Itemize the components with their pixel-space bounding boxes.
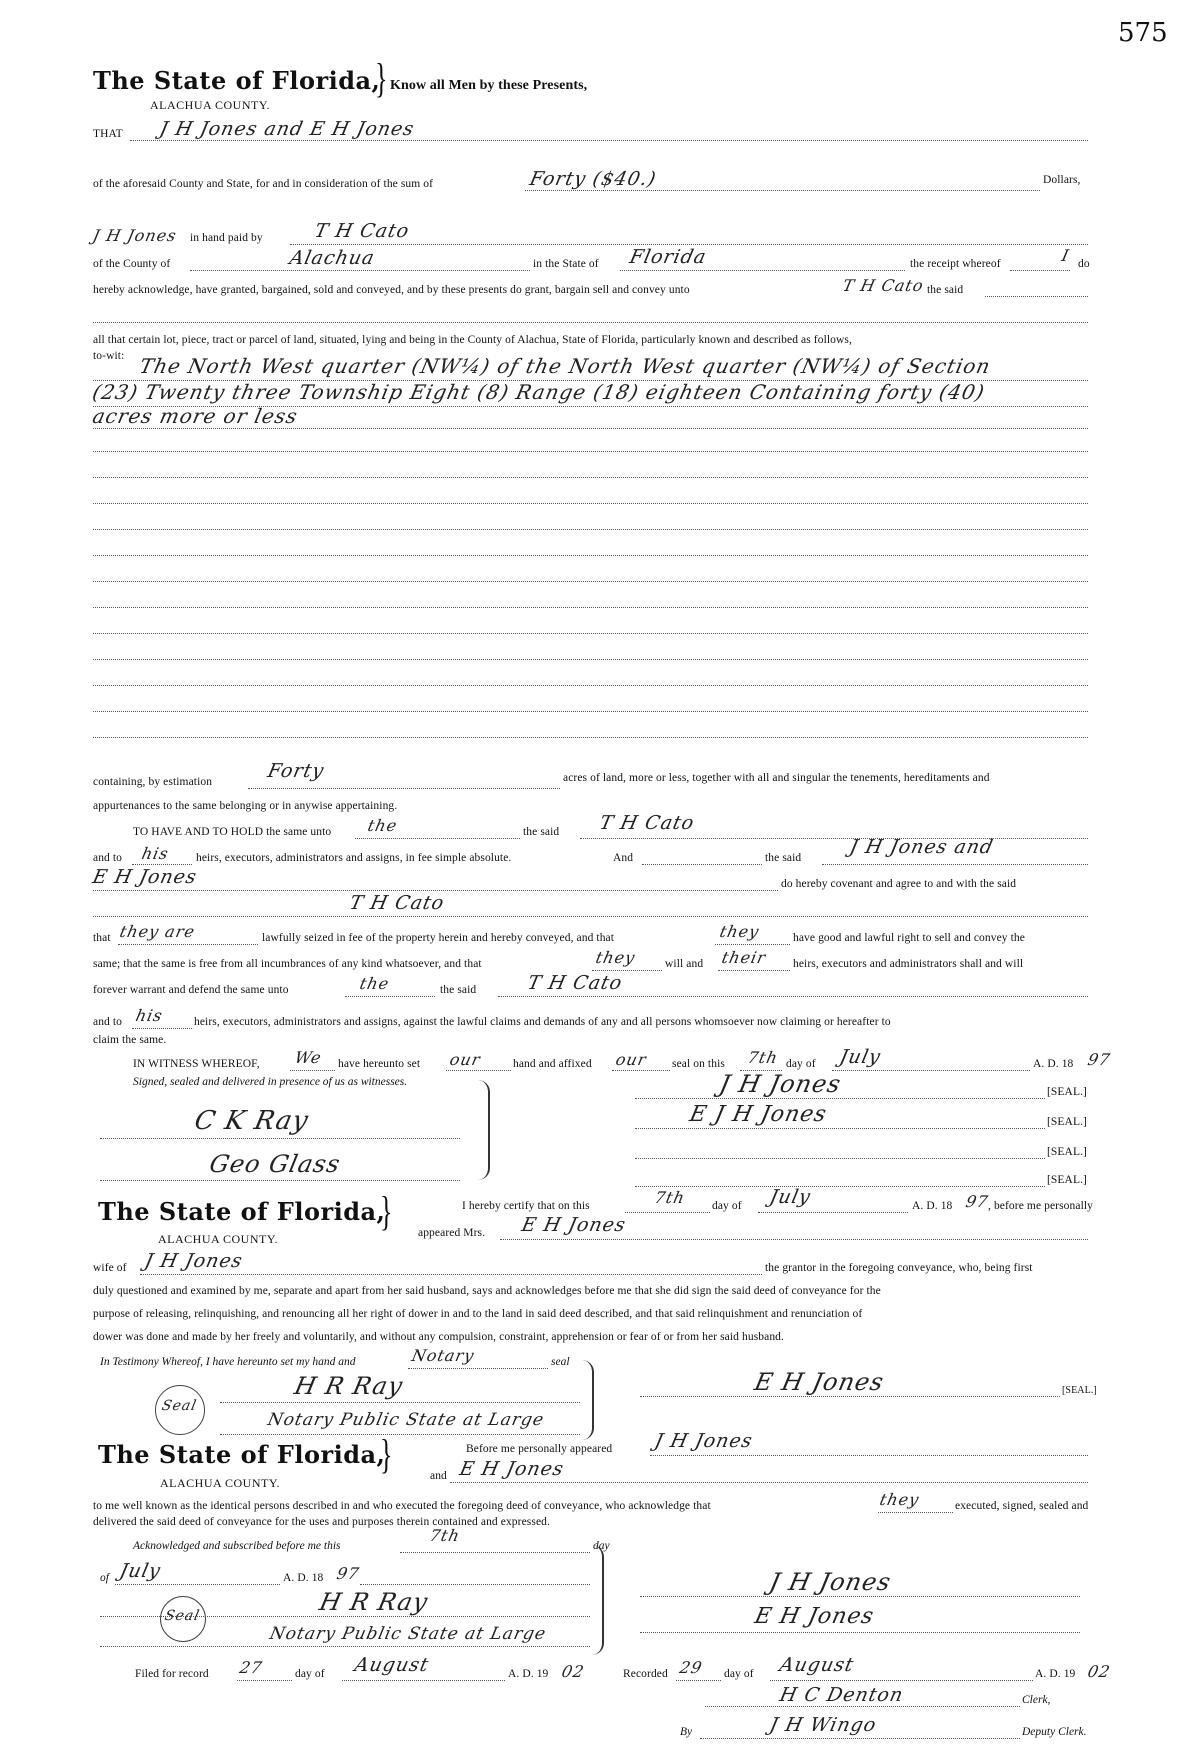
county-hand: Alachua (287, 247, 377, 269)
claim-text: claim the same. (93, 1034, 167, 1046)
heirs-exec-text: heirs, executors and administrators shall and will (793, 958, 1024, 970)
grantor-hand-2b: E H Jones (90, 866, 200, 888)
rec-day-hand: 29 (677, 1658, 705, 1677)
to-hand: J H Jones (90, 226, 179, 245)
the-said-label: the said (927, 284, 964, 296)
payer-line (290, 244, 1088, 245)
cert2-day-hand: 7th (427, 1526, 462, 1545)
cert1-husband-hand: J H Jones (142, 1250, 245, 1272)
cert2-sig-1: J H Jones (767, 1568, 894, 1596)
in-hand-paid-label: in hand paid by (190, 232, 263, 244)
state-hand: Florida (627, 246, 709, 268)
cert1-notary-sig-line (220, 1402, 580, 1403)
his-hand-2: his (133, 1006, 165, 1025)
our-line (446, 1070, 511, 1071)
deputy-line (700, 1738, 1020, 1739)
our-hand-2: our (613, 1050, 649, 1069)
cert2-person-1-line (650, 1455, 1088, 1456)
cert2-sig-line-2 (640, 1632, 1080, 1633)
cert2-of: of (100, 1572, 109, 1584)
that-line (130, 140, 1088, 141)
cert1-mrs-line (500, 1239, 1088, 1240)
know-all-men: Know all Men by these Presents, (390, 78, 588, 93)
same-free-text: same; that the same is free from all incumbrances of any kind whatsoever, and that (93, 958, 482, 970)
hand-affixed-label: hand and affixed (513, 1058, 592, 1070)
cert1-ad: A. D. 18 (912, 1200, 953, 1212)
seal-label-2: [SEAL.] (1047, 1116, 1087, 1128)
cert1-notary-line (408, 1368, 548, 1369)
that-2-label: that (93, 932, 111, 944)
filed-month-line (342, 1680, 505, 1681)
sig-line-2 (635, 1128, 1045, 1129)
our-hand: our (447, 1050, 483, 1069)
acknowledge-line: hereby acknowledge, have granted, bargained, sold and conveyed, and by these presents do grant, bargain sell and convey unto (93, 284, 690, 296)
they-line-2 (592, 970, 662, 971)
cert1-notary-sig: H R Ray (292, 1372, 406, 1400)
receipt-label: the receipt whereof (910, 258, 1001, 270)
cato-line-3 (498, 996, 1088, 997)
clerk-line (705, 1706, 1020, 1707)
heirs-text: heirs, executors, administrators and assigns, in fee simple absolute. (196, 852, 512, 864)
cert1-notary-hand: Notary (409, 1346, 477, 1365)
cert1-line-2: purpose of releasing, relinquishing, and renouncing all her right of dower in and to the land in said deed described, and that said relinquishment and renunciation of (93, 1308, 863, 1320)
they-hand: they (717, 922, 762, 941)
acres-line (248, 788, 560, 789)
county-label: ALACHUA COUNTY. (150, 98, 270, 112)
blank-desc-line (93, 737, 1088, 738)
filed-day-hand: 27 (237, 1658, 265, 1677)
cert2-brace: } (380, 1431, 393, 1478)
cert2-line-1: to me well known as the identical persons described in and who executed the foregoing deed of conveyance, who acknowledge that (93, 1500, 711, 1512)
grantor-hand-2a: J H Jones and (847, 836, 996, 858)
cert1-line-1: duly questioned and examined by me, separate and apart from her said husband, says and acknowledges before me that she did sign the said deed of conveyance for the (93, 1285, 881, 1297)
cert2-sig-line-1 (640, 1596, 1080, 1597)
and-to-label: and to (93, 852, 123, 864)
cert1-hereby: I hereby certify that on this (462, 1200, 590, 1212)
blank-desc-line (93, 711, 1088, 712)
blank-desc-line (93, 659, 1088, 660)
description-line-1: The North West quarter (NW¼) of the North West quarter (NW¼) of Section (137, 354, 994, 378)
they-are-line (118, 944, 258, 945)
cert1-state-heading: The State of Florida, (98, 1197, 386, 1226)
cert1-year-hand: 97 (963, 1192, 991, 1211)
sig-line-4 (635, 1186, 1045, 1187)
cert1-wife-of: wife of (93, 1262, 127, 1274)
receipt-hand: I (1059, 246, 1072, 265)
cert2-day-line (400, 1552, 590, 1553)
blank-desc-line (93, 451, 1088, 452)
acres-hand: Forty (265, 760, 327, 782)
cert1-bracket (582, 1360, 594, 1440)
and-label: And (613, 852, 634, 864)
heirs-lawful-text: heirs, executors, administrators and assigns, against the lawful claims and demands of any and all persons whomsoever now claiming or hereafter to (194, 1016, 891, 1028)
witness-line-1 (100, 1138, 460, 1139)
rec-year-hand: 02 (1085, 1662, 1113, 1681)
witness-line-2 (100, 1180, 460, 1181)
appurtenances-line: appurtenances to the same belonging or in anywise appertaining. (93, 800, 398, 812)
they-are-hand: they are (117, 922, 198, 941)
cert2-line-2: delivered the said deed of conveyance for the uses and purposes therein contained and expressed. (93, 1516, 550, 1528)
recorded-label: Recorded (623, 1668, 668, 1680)
his-hand: his (139, 844, 171, 863)
cert2-notary-title-line (100, 1646, 590, 1647)
clerk-sig: H C Denton (777, 1684, 906, 1706)
filed-day-line (237, 1680, 292, 1681)
cert2-month-hand: July (117, 1560, 164, 1582)
cert2-seal-label: Seal (163, 1608, 202, 1624)
cert1-husband-line (140, 1274, 762, 1275)
in-witness-label: IN WITNESS WHEREOF, (133, 1058, 260, 1070)
witness-1-sig: C K Ray (191, 1106, 312, 1136)
day-of-label: day of (786, 1058, 816, 1070)
signed-sealed-text: Signed, sealed and delivered in presence of us as witnesses. (133, 1076, 408, 1088)
description-line-3: acres more or less (90, 404, 301, 428)
rec-ad: A. D. 19 (1035, 1668, 1076, 1680)
grantor-sig-2: E J H Jones (687, 1102, 830, 1127)
have-hand-1: the (365, 816, 400, 835)
cert1-notary-title: Notary Public State at Large (265, 1410, 547, 1430)
they-hand-2: they (593, 948, 638, 967)
cert2-year-hand: 97 (334, 1564, 362, 1583)
seal-label-1: [SEAL.] (1047, 1086, 1087, 1098)
cert1-county: ALACHUA COUNTY. (158, 1232, 278, 1246)
grantor-sig-1: J H Jones (717, 1070, 844, 1098)
containing-label: containing, by estimation (93, 776, 213, 788)
county-line (190, 270, 530, 271)
grantors-hand: J H Jones and E H Jones (157, 118, 417, 140)
rec-month-hand: August (777, 1654, 857, 1676)
cert2-person-2-line (450, 1482, 1088, 1483)
the-line (345, 996, 435, 997)
their-hand: their (719, 948, 768, 967)
cert1-wife-sig: E H Jones (752, 1368, 887, 1396)
the-hand: the (357, 974, 392, 993)
said-3-label: the said (440, 984, 477, 996)
rec-day-line (676, 1680, 721, 1681)
covenant-text: do hereby covenant and agree to and with the said (781, 878, 1017, 890)
blank-desc-line (93, 685, 1088, 686)
cert1-month-line (758, 1212, 908, 1213)
all-certain-line: all that certain lot, piece, tract or parcel of land, situated, lying and being in the County of Alachua, State of Florida, particularly known and described as follows, (93, 334, 852, 346)
witness-bracket (478, 1080, 490, 1180)
and-line (642, 864, 762, 865)
cert1-wife-sig-line (640, 1396, 1060, 1397)
cert2-notary-sig: H R Ray (317, 1588, 431, 1616)
cert2-person-2: E H Jones (457, 1458, 567, 1480)
covenant-line (93, 916, 1088, 917)
by-label: By (680, 1726, 693, 1738)
cert2-they-hand: they (877, 1490, 922, 1509)
month-hand: July (837, 1046, 884, 1068)
description-line-2: (23) Twenty three Township Eight (8) Range (18) eighteen Containing forty (40) (90, 380, 988, 404)
desc-dotline-3 (93, 428, 1088, 429)
cert2-sig-2: E H Jones (752, 1604, 877, 1629)
deputy-label: Deputy Clerk. (1022, 1726, 1087, 1738)
have-hereunto-label: have hereunto set (338, 1058, 421, 1070)
acres-text: acres of land, more or less, together with all and singular the tenements, hereditaments and (563, 772, 990, 784)
blank-desc-line (93, 477, 1088, 478)
cert1-mrs-hand: E H Jones (519, 1214, 629, 1236)
to-have-label: TO HAVE AND TO HOLD the same unto (133, 826, 332, 838)
sum-line (525, 190, 1040, 191)
said-2-label: the said (765, 852, 802, 864)
cert1-day-of: day of (712, 1200, 742, 1212)
and-to-2-label: and to (93, 1016, 123, 1028)
cert2-year-line (360, 1584, 590, 1585)
they-line (715, 944, 790, 945)
our-line-2 (612, 1070, 670, 1071)
cert1-month-hand: July (767, 1186, 814, 1208)
cert1-brace: } (380, 1188, 393, 1235)
cert2-ad: A. D. 18 (283, 1572, 324, 1584)
cert2-notary-sig-line (100, 1616, 590, 1617)
cert1-grantor: the grantor in the foregoing conveyance, who, being first (765, 1262, 1033, 1274)
state-line (620, 270, 905, 271)
cert2-before-me: Before me personally appeared (466, 1443, 613, 1455)
blank-desc-line (93, 633, 1088, 634)
cert2-notary-title: Notary Public State at Large (267, 1624, 549, 1644)
deputy-sig: J H Wingo (767, 1714, 879, 1736)
blank-line-1 (93, 322, 1088, 323)
lawfully-text: lawfully seized in fee of the property herein and hereby conveyed, and that (262, 932, 615, 944)
cert2-they-line (878, 1512, 953, 1513)
to-wit-label: to-wit: (93, 350, 125, 362)
filed-ad: A. D. 19 (508, 1668, 549, 1680)
in-state-label: in the State of (533, 258, 599, 270)
rec-day-of: day of (724, 1668, 754, 1680)
grantor-line-3 (93, 890, 778, 891)
cert2-day-word: day (593, 1540, 610, 1552)
filed-year-hand: 02 (559, 1662, 587, 1681)
cert1-day-hand: 7th (652, 1188, 687, 1207)
cert1-before: , before me personally (988, 1200, 1094, 1212)
have-hand-2: T H Cato (597, 812, 697, 834)
cert2-person-1: J H Jones (652, 1430, 755, 1452)
dollars-label: Dollars, (1043, 174, 1081, 186)
their-line (718, 970, 790, 971)
cato-hand-3: T H Cato (525, 972, 625, 994)
have-line-1 (355, 838, 520, 839)
cert2-state-heading: The State of Florida, (98, 1440, 386, 1469)
consideration-label: of the aforesaid County and State, for and in consideration of the sum of (93, 178, 434, 190)
grantor-line-2 (822, 864, 1088, 865)
blank-desc-line (93, 555, 1088, 556)
that-label: THAT (93, 128, 123, 140)
ad-label: A. D. 18 (1033, 1058, 1074, 1070)
have-said-label: the said (523, 826, 560, 838)
blank-desc-line (93, 581, 1088, 582)
filed-for-record: Filed for record (135, 1668, 209, 1680)
notary-seal-label: Seal (160, 1398, 199, 1414)
will-and-text: will and (665, 958, 704, 970)
have-line-2 (580, 838, 1088, 839)
seal-label-3: [SEAL.] (1047, 1146, 1087, 1158)
said-line (985, 296, 1088, 297)
cert2-bracket (592, 1545, 604, 1655)
grantee-hand: T H Cato (840, 276, 926, 295)
cert2-month-line (115, 1584, 280, 1585)
cert2-line-1b: executed, signed, sealed and (955, 1500, 1089, 1512)
sig-line-3 (635, 1158, 1045, 1159)
we-hand: We (292, 1048, 324, 1067)
blank-desc-line (93, 529, 1088, 530)
cert1-seal-label: [SEAL.] (1062, 1385, 1097, 1396)
blank-desc-line (93, 607, 1088, 608)
year-hand: 97 (1085, 1050, 1113, 1069)
month-line (832, 1070, 1030, 1071)
witness-2-sig: Geo Glass (207, 1150, 344, 1178)
rec-month-line (770, 1680, 1033, 1681)
his-line-2 (132, 1028, 192, 1029)
cert1-day-line (625, 1212, 710, 1213)
filed-day-of: day of (295, 1668, 325, 1680)
header-brace: } (375, 55, 388, 102)
day-hand: 7th (745, 1048, 780, 1067)
cert1-seal-word: seal (551, 1356, 570, 1368)
filed-month-hand: August (352, 1654, 432, 1676)
seal-on-this-label: seal on this (672, 1058, 725, 1070)
cert1-appeared: appeared Mrs. (418, 1227, 486, 1239)
cert2-and: and (430, 1470, 447, 1482)
blank-desc-line (93, 503, 1088, 504)
do-label: do (1078, 258, 1090, 270)
we-line (290, 1070, 335, 1071)
sig-line-1 (635, 1098, 1045, 1099)
cert1-testimony: In Testimony Whereof, I have hereunto set my hand and (100, 1356, 356, 1368)
state-heading: The State of Florida, (93, 66, 381, 95)
cert2-county: ALACHUA COUNTY. (160, 1476, 280, 1490)
cert1-line-3: dower was done and made by her freely and voluntarily, and without any compulsion, constraint, apprehension or fear of or from her said husband. (93, 1331, 785, 1343)
payer-hand: T H Cato (312, 220, 412, 242)
of-county-label: of the County of (93, 258, 171, 270)
seal-label-4: [SEAL.] (1047, 1174, 1087, 1186)
have-good-text: have good and lawful right to sell and convey the (793, 932, 1025, 944)
sum-hand: Forty ($40.) (527, 168, 659, 190)
receipt-line (1010, 270, 1070, 271)
clerk-label: Clerk, (1022, 1694, 1051, 1706)
cert1-notary-title-line (220, 1434, 580, 1435)
forever-text: forever warrant and defend the same unto (93, 984, 289, 996)
covenant-hand: T H Cato (347, 892, 447, 914)
his-line (132, 864, 192, 865)
page-number: 575 (1118, 18, 1168, 48)
cert2-acknowledged: Acknowledged and subscribed before me this (133, 1540, 341, 1552)
